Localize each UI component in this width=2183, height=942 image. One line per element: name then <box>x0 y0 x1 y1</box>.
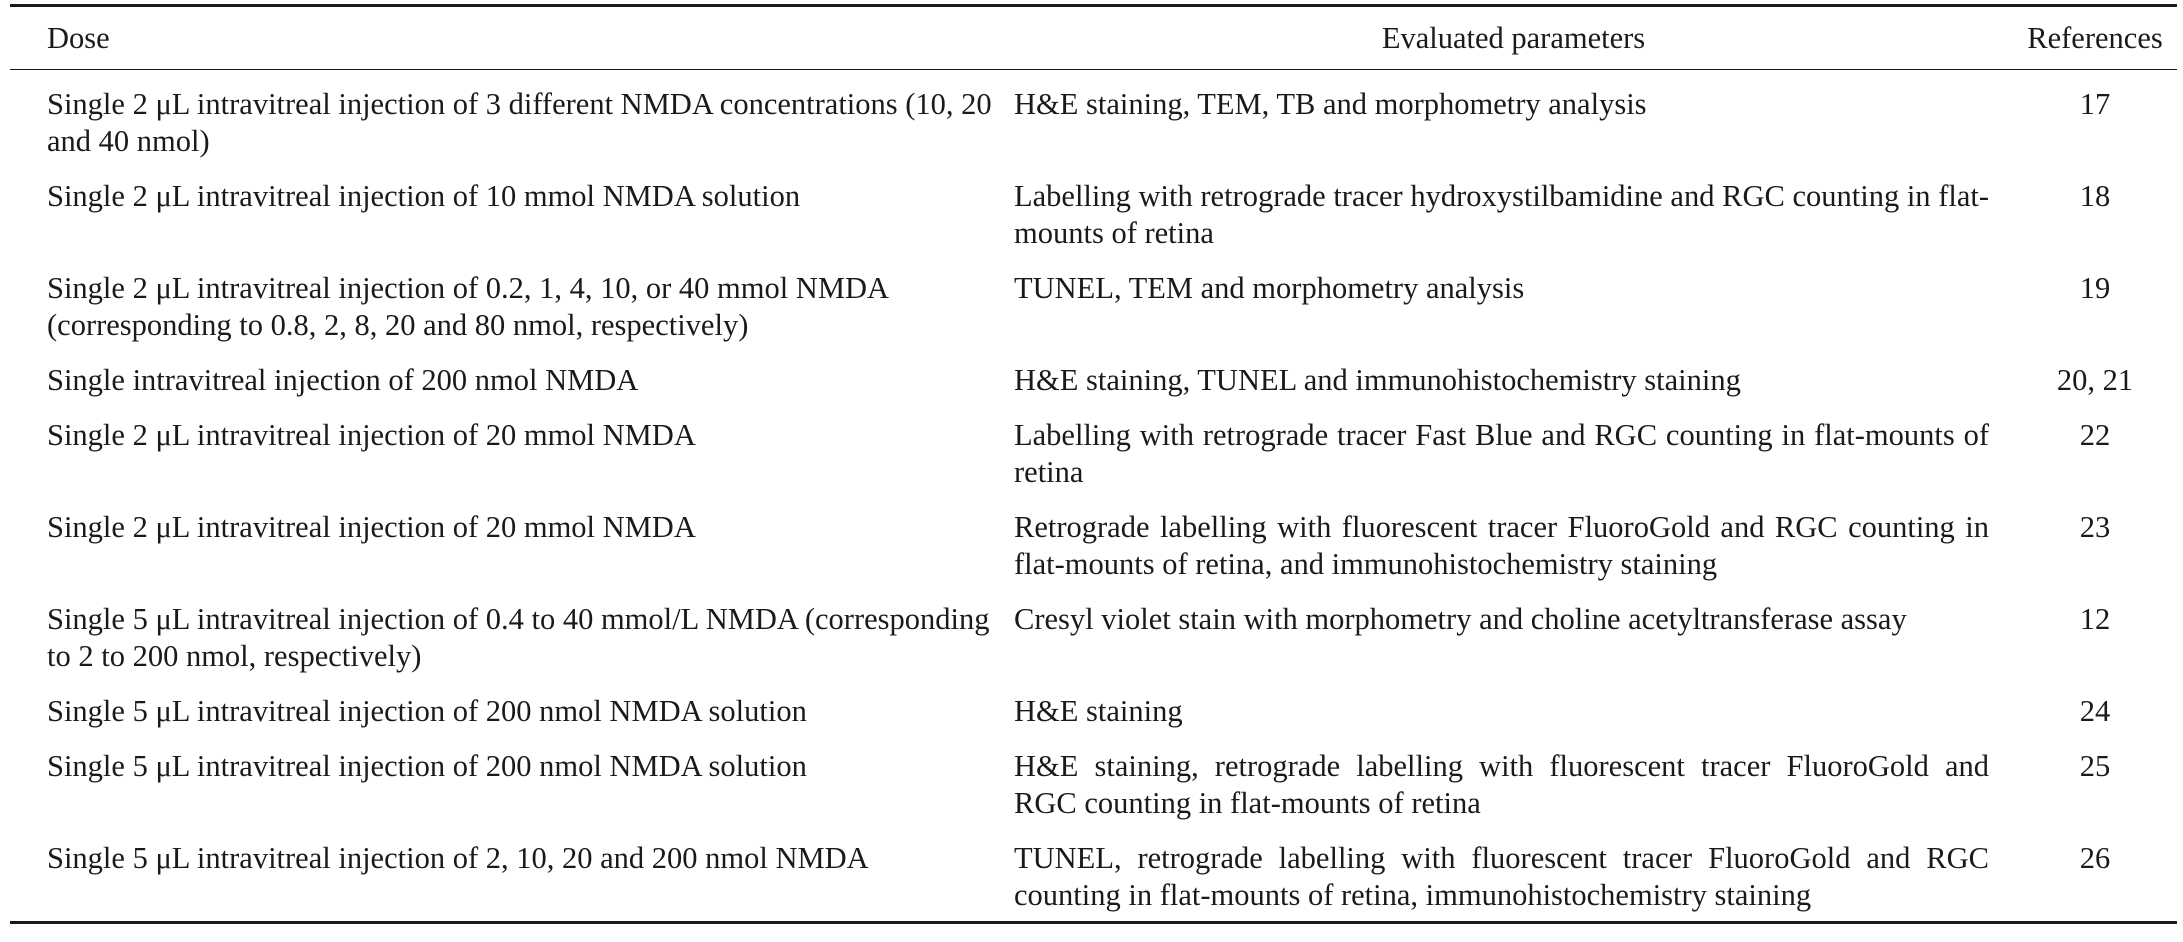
cell-evaluated-parameters: H&E staining, TUNEL and immunohistochemistry staining <box>1014 363 1741 397</box>
cell-dose: Single 5 μL intravitreal injection of 2, 10, 20 and 200 nmol NMDA <box>47 841 869 875</box>
cell-references: 20, 21 <box>2056 363 2134 397</box>
cell-dose: Single 2 μL intravitreal injection of 3 different NMDA concentrations (10, 20 and 40 nmol) <box>47 87 992 158</box>
cell-references: 26 <box>2079 841 2111 875</box>
cell-references: 12 <box>2079 602 2111 636</box>
table-header <box>10 6 2177 70</box>
header-row <box>10 6 2177 70</box>
cell-references: 19 <box>2079 271 2111 305</box>
cell-evaluated-parameters: Labelling with retrograde tracer hydroxystilbamidine and RGC counting in flat-mounts of retina <box>1014 179 1989 250</box>
table-row <box>10 259 2177 351</box>
table-row <box>10 351 2177 406</box>
cell-evaluated-parameters: Labelling with retrograde tracer Fast Blue and RGC counting in flat-mounts of retina <box>1014 418 1989 489</box>
table-row <box>10 737 2177 829</box>
cell-dose: Single intravitreal injection of 200 nmol NMDA <box>47 363 639 397</box>
dose-parameters-table <box>10 4 2177 924</box>
cell-dose: Single 5 μL intravitreal injection of 200 nmol NMDA solution <box>47 749 807 783</box>
cell-references: 23 <box>2079 510 2111 544</box>
table-row <box>10 682 2177 737</box>
header-references: References <box>2027 20 2163 55</box>
cell-evaluated-parameters: TUNEL, retrograde labelling with fluorescent tracer FluoroGold and RGC counting in flat-mounts of retina, immunohistochemistry staining <box>1014 841 1989 912</box>
cell-dose: Single 2 μL intravitreal injection of 20 mmol NMDA <box>47 418 696 452</box>
cell-references: 18 <box>2079 179 2111 213</box>
table-row <box>10 590 2177 682</box>
cell-evaluated-parameters: Retrograde labelling with fluorescent tracer FluoroGold and RGC counting in flat-mounts of retina, and immunohistochemistry staining <box>1014 510 1989 581</box>
table-body <box>10 70 2177 923</box>
cell-dose: Single 5 μL intravitreal injection of 0.4 to 40 mmol/L NMDA (corresponding to 2 to 200 nmol, respectively) <box>47 602 990 673</box>
cell-dose: Single 2 μL intravitreal injection of 10 mmol NMDA solution <box>47 179 801 213</box>
cell-evaluated-parameters: H&E staining, retrograde labelling with fluorescent tracer FluoroGold and RGC counting in flat-mounts of retina <box>1014 749 1989 820</box>
cell-references: 17 <box>2079 87 2111 121</box>
cell-dose: Single 5 μL intravitreal injection of 200 nmol NMDA solution <box>47 694 807 728</box>
table-row <box>10 829 2177 923</box>
cell-evaluated-parameters: H&E staining, TEM, TB and morphometry analysis <box>1014 87 1647 121</box>
table-row <box>10 498 2177 590</box>
cell-evaluated-parameters: TUNEL, TEM and morphometry analysis <box>1014 271 1525 305</box>
cell-references: 22 <box>2079 418 2111 452</box>
table-row <box>10 70 2177 168</box>
table-row <box>10 406 2177 498</box>
cell-dose: Single 2 μL intravitreal injection of 20 mmol NMDA <box>47 510 696 544</box>
cell-evaluated-parameters: Cresyl violet stain with morphometry and choline acetyltransferase assay <box>1014 602 1907 636</box>
cell-dose: Single 2 μL intravitreal injection of 0.2, 1, 4, 10, or 40 mmol NMDA (corresponding to 0.8, 2, 8, 20 and 80 nmol, respectively) <box>47 271 888 342</box>
header-evaluated-parameters: Evaluated parameters <box>1381 20 1646 55</box>
cell-evaluated-parameters: H&E staining <box>1014 694 1183 728</box>
cell-references: 24 <box>2079 694 2111 728</box>
header-dose: Dose <box>47 20 110 55</box>
cell-references: 25 <box>2079 749 2111 783</box>
table-row <box>10 167 2177 259</box>
